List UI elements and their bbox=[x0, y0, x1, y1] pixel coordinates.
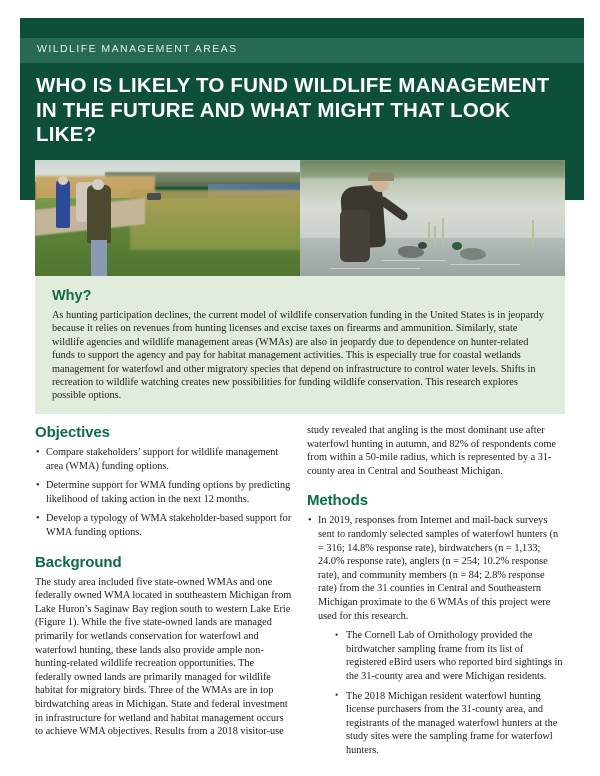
photo-row bbox=[35, 160, 565, 276]
background-paragraph: The study area included five state-owned WMAs and one federally owned WMA located in southeastern Michigan from Lake Huron’s Saginaw Bay region south to western Lake Erie (Figure 1). While the five state-owned lands are managed primarily for wetlands conservation for waterfowl and waterfowl hunting, these lands also provide ample non-hunting-related wildlife recreation opportunities. The federally owned lands are primarily managed for wildlife habitat for migratory birds. Three of the WMAs are in top birdwatching areas in Michigan. State and federal investment in infrastructure for wetland and habitat management occurs to achieve WMA objectives. Results from a 2018 visitor-use bbox=[35, 576, 292, 738]
methods-heading: Methods bbox=[307, 492, 368, 510]
photo-mallard-decoy bbox=[460, 248, 486, 260]
photo-birdwatcher-olive-head bbox=[92, 179, 104, 190]
photo-water-ripple bbox=[382, 260, 446, 261]
why-paragraph: As hunting participation declines, the current model of wildlife conservation funding in the United States is in jeopardy because it relies on revenues from hunting licenses and excise taxes on firearms and ammunition. Similarly, state wildlife agencies and wildlife management areas (WMAs) are also in jeopardy due to dependence on hunter-related funds to support the agency and pay for habitat management activities. This is especially true for coastal wetlands management for waterfowl and other migratory species that depend on infrastructure to control water levels. Shifts in recreation to wildlife watching creates new possibilities for funding wildlife conservation. This research explores possible options. bbox=[52, 310, 544, 402]
photo-birdwatchers bbox=[35, 160, 300, 276]
photo-car bbox=[147, 193, 161, 200]
background-heading: Background bbox=[35, 553, 122, 571]
photo-water-ripple bbox=[450, 264, 520, 265]
objectives-list bbox=[35, 446, 293, 540]
page-title: WHO IS LIKELY TO FUND WILDLIFE MANAGEMENT IN THE FUTURE AND WHAT MIGHT THAT LOOK LIKE? bbox=[36, 74, 550, 146]
left-column bbox=[35, 424, 293, 739]
photo-duck-decoy-head bbox=[418, 242, 427, 249]
background-paragraph-continued: study revealed that angling is the most dominant use after waterfowl hunting in autumn, and 82% of respondents come from within a 50-mile radius, which is represented by a 31-county area in Central and Southeast Michigan. bbox=[307, 425, 557, 477]
right-column bbox=[307, 424, 565, 763]
photo-water-ripple bbox=[330, 268, 420, 269]
why-heading: Why? bbox=[52, 288, 92, 304]
objectives-heading: Objectives bbox=[35, 424, 110, 441]
photo-reed bbox=[532, 220, 534, 248]
sub-list-item: • The 2018 Michigan resident waterfowl hunting license purchasers from the 31-county area, and registrants of the managed waterfowl hunters at the study sites were the sampling frame for waterfowl hunters. bbox=[335, 690, 565, 758]
photo-reed bbox=[428, 222, 430, 248]
photo-mallard-decoy-head bbox=[452, 242, 462, 250]
photo-hunter-waders bbox=[340, 210, 370, 262]
list-item: • Determine support for WMA funding options by predicting likelihood of taking action in the next 12 months. bbox=[35, 479, 293, 506]
list-item bbox=[307, 514, 565, 757]
methods-item-text: In 2019, responses from Internet and mail-back surveys sent to randomly selected samples of waterfowl hunters (n = 316; 14.8% response rate), birdwatchers (n = 1,133; 24.0% response rate), anglers (n = 254; 10.2% response rate), and community members (n = 84; 2.8% response rate) from the 31 counties in Central and Southeastern Michigan proximate to the 6 WMAs of this project were used for this research. bbox=[318, 515, 559, 622]
why-callout-box bbox=[35, 276, 565, 414]
photo-reed bbox=[434, 226, 436, 248]
photo-waterfowl-hunter bbox=[300, 160, 565, 276]
photo-far-shoreline bbox=[300, 160, 565, 178]
photo-birdwatcher-blue bbox=[56, 180, 70, 228]
eyebrow-label: WILDLIFE MANAGEMENT AREAS bbox=[37, 43, 238, 55]
photo-reed bbox=[442, 218, 444, 248]
methods-sub-list bbox=[318, 629, 565, 757]
list-item: • Compare stakeholders’ support for wildlife management area (WMA) funding options. bbox=[35, 446, 293, 473]
photo-birdwatcher-blue-head bbox=[58, 176, 68, 185]
photo-hunter-cap bbox=[368, 172, 394, 181]
list-item: • Develop a typology of WMA stakeholder-based support for WMA funding options. bbox=[35, 512, 293, 539]
photo-birdwatcher-olive bbox=[87, 185, 111, 243]
photo-birdwatcher-olive-legs bbox=[91, 240, 107, 276]
sub-list-item: • The Cornell Lab of Ornithology provided the birdwatcher sampling frame from its list of registered eBird users who reported bird sightings in the 31-county area and were Michigan residents. bbox=[335, 629, 565, 683]
methods-list bbox=[307, 514, 565, 757]
